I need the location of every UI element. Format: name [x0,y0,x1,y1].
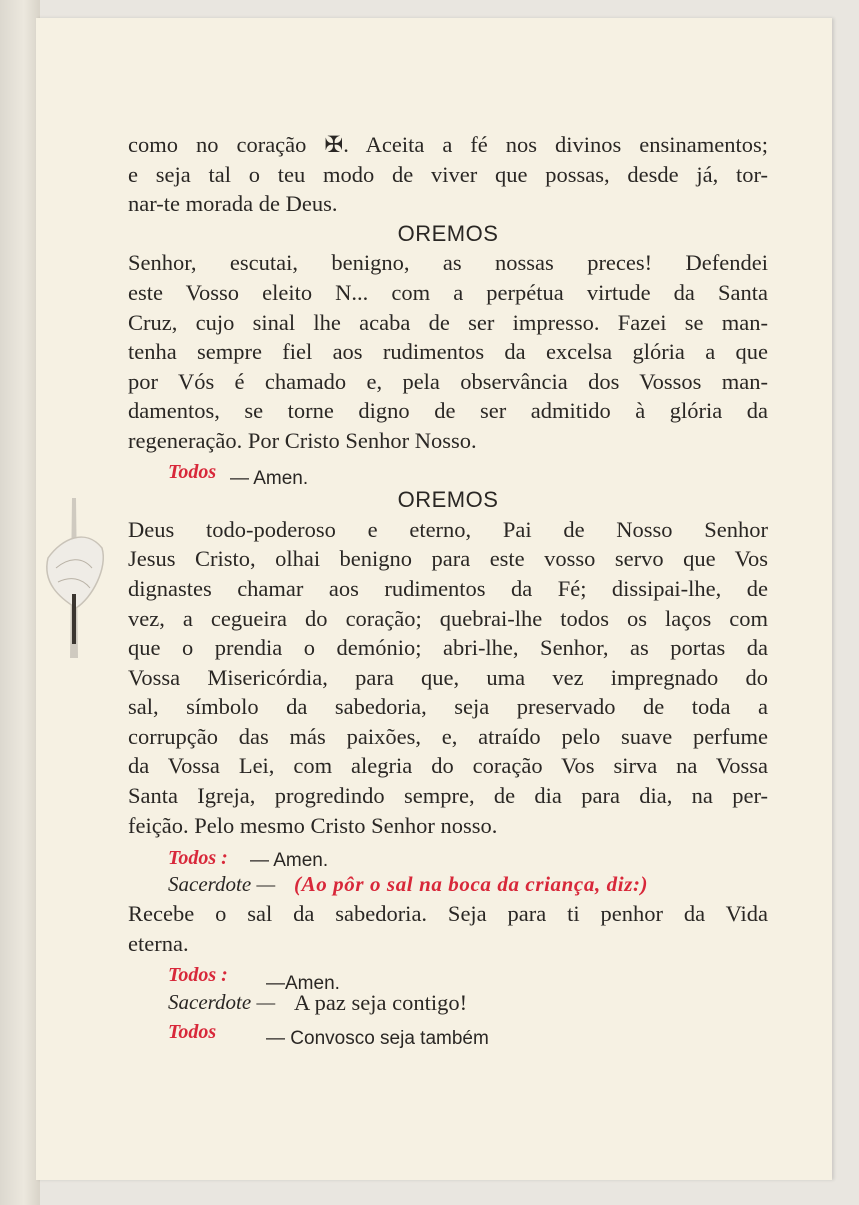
sacerdote-label: Sacerdote — [168,990,276,1015]
text-line: eterna. [128,931,189,957]
text-line: dignastes chamar aos rudimentos da Fé; dissipai-lhe, de [128,575,768,601]
ribbon-bookmark [42,498,106,658]
book-page [36,18,832,1180]
amen-response: —Amen. [266,972,340,994]
text-line: Senhor, escutai, benigno, as nossas preces! Defendei [128,250,768,276]
rubric-row [128,870,768,900]
todos-label: Todos [168,460,217,483]
response-row [128,840,768,870]
response-row [128,456,768,489]
todos-label: Todos : [168,963,228,986]
text-line: por Vós é chamado e, pela observância dos Vossos man- [128,368,768,394]
text-line: tenha sempre fiel aos rudimentos da excelsa glória a que [128,339,768,365]
text-line: damentos, se torne digno de ser admitido à glória da [128,398,768,424]
amen-response: — Amen. [250,850,329,872]
text-line: Santa Igreja, progredindo sempre, de dia para dia, na per- [128,783,768,809]
rubric-instruction: (Ao pôr o sal na boca da criança, diz:) [294,871,649,896]
convosco-response: — Convosco seja também [266,1027,489,1049]
text-line: que o prendia o demónio; abri-lhe, Senhor, as portas da [128,635,768,661]
peace-text: A paz seja contigo! [294,990,468,1016]
response-row [128,959,768,994]
heading-oremos: OREMOS [397,487,499,513]
priest-row [128,988,768,1018]
text-line: e seja tal o teu modo de viver que possas, desde já, tor- [128,161,768,187]
text-line: corrupção das más paixões, e, atraído pelo suave perfume [128,723,768,749]
todos-label: Todos : [168,847,228,870]
text-line: Cruz, cujo sinal lhe acaba de ser impresso. Fazei se man- [128,309,768,335]
page-text [128,130,768,1047]
text-line: como no coração ✠. Aceita a fé nos divinos ensinamentos; [128,132,768,157]
previous-page-edge [0,0,40,1205]
text-line: Recebe o sal da sabedoria. Seja para ti penhor da Vida [128,901,768,927]
sacerdote-label: Sacerdote — [168,871,276,896]
heading-oremos: OREMOS [397,220,499,246]
response-row [128,1018,768,1048]
text-line: Vossa Misericórdia, para que, uma vez impregnado do [128,664,768,690]
text-line: vez, a cegueira do coração; quebrai-lhe todos os laços com [128,605,768,631]
text-line: Jesus Cristo, olhai benigno para este vosso servo que Vos [128,546,768,572]
text-line: nar-te morada de Deus. [128,191,338,217]
text-line: da Vossa Lei, com alegria do coração Vos sirva na Vossa [128,753,768,779]
text-line: sal, símbolo da sabedoria, seja preservado de toda a [128,694,768,720]
todos-label: Todos [168,1020,217,1043]
text-line: regeneração. Por Cristo Senhor Nosso. [128,427,477,453]
text-line: este Vosso eleito N... com a perpétua virtude da Santa [128,279,768,305]
amen-response: — Amen. [230,467,309,489]
text-line: Deus todo-poderoso e eterno, Pai de Nosso Senhor [128,516,768,542]
text-line: feição. Pelo mesmo Cristo Senhor nosso. [128,812,498,838]
